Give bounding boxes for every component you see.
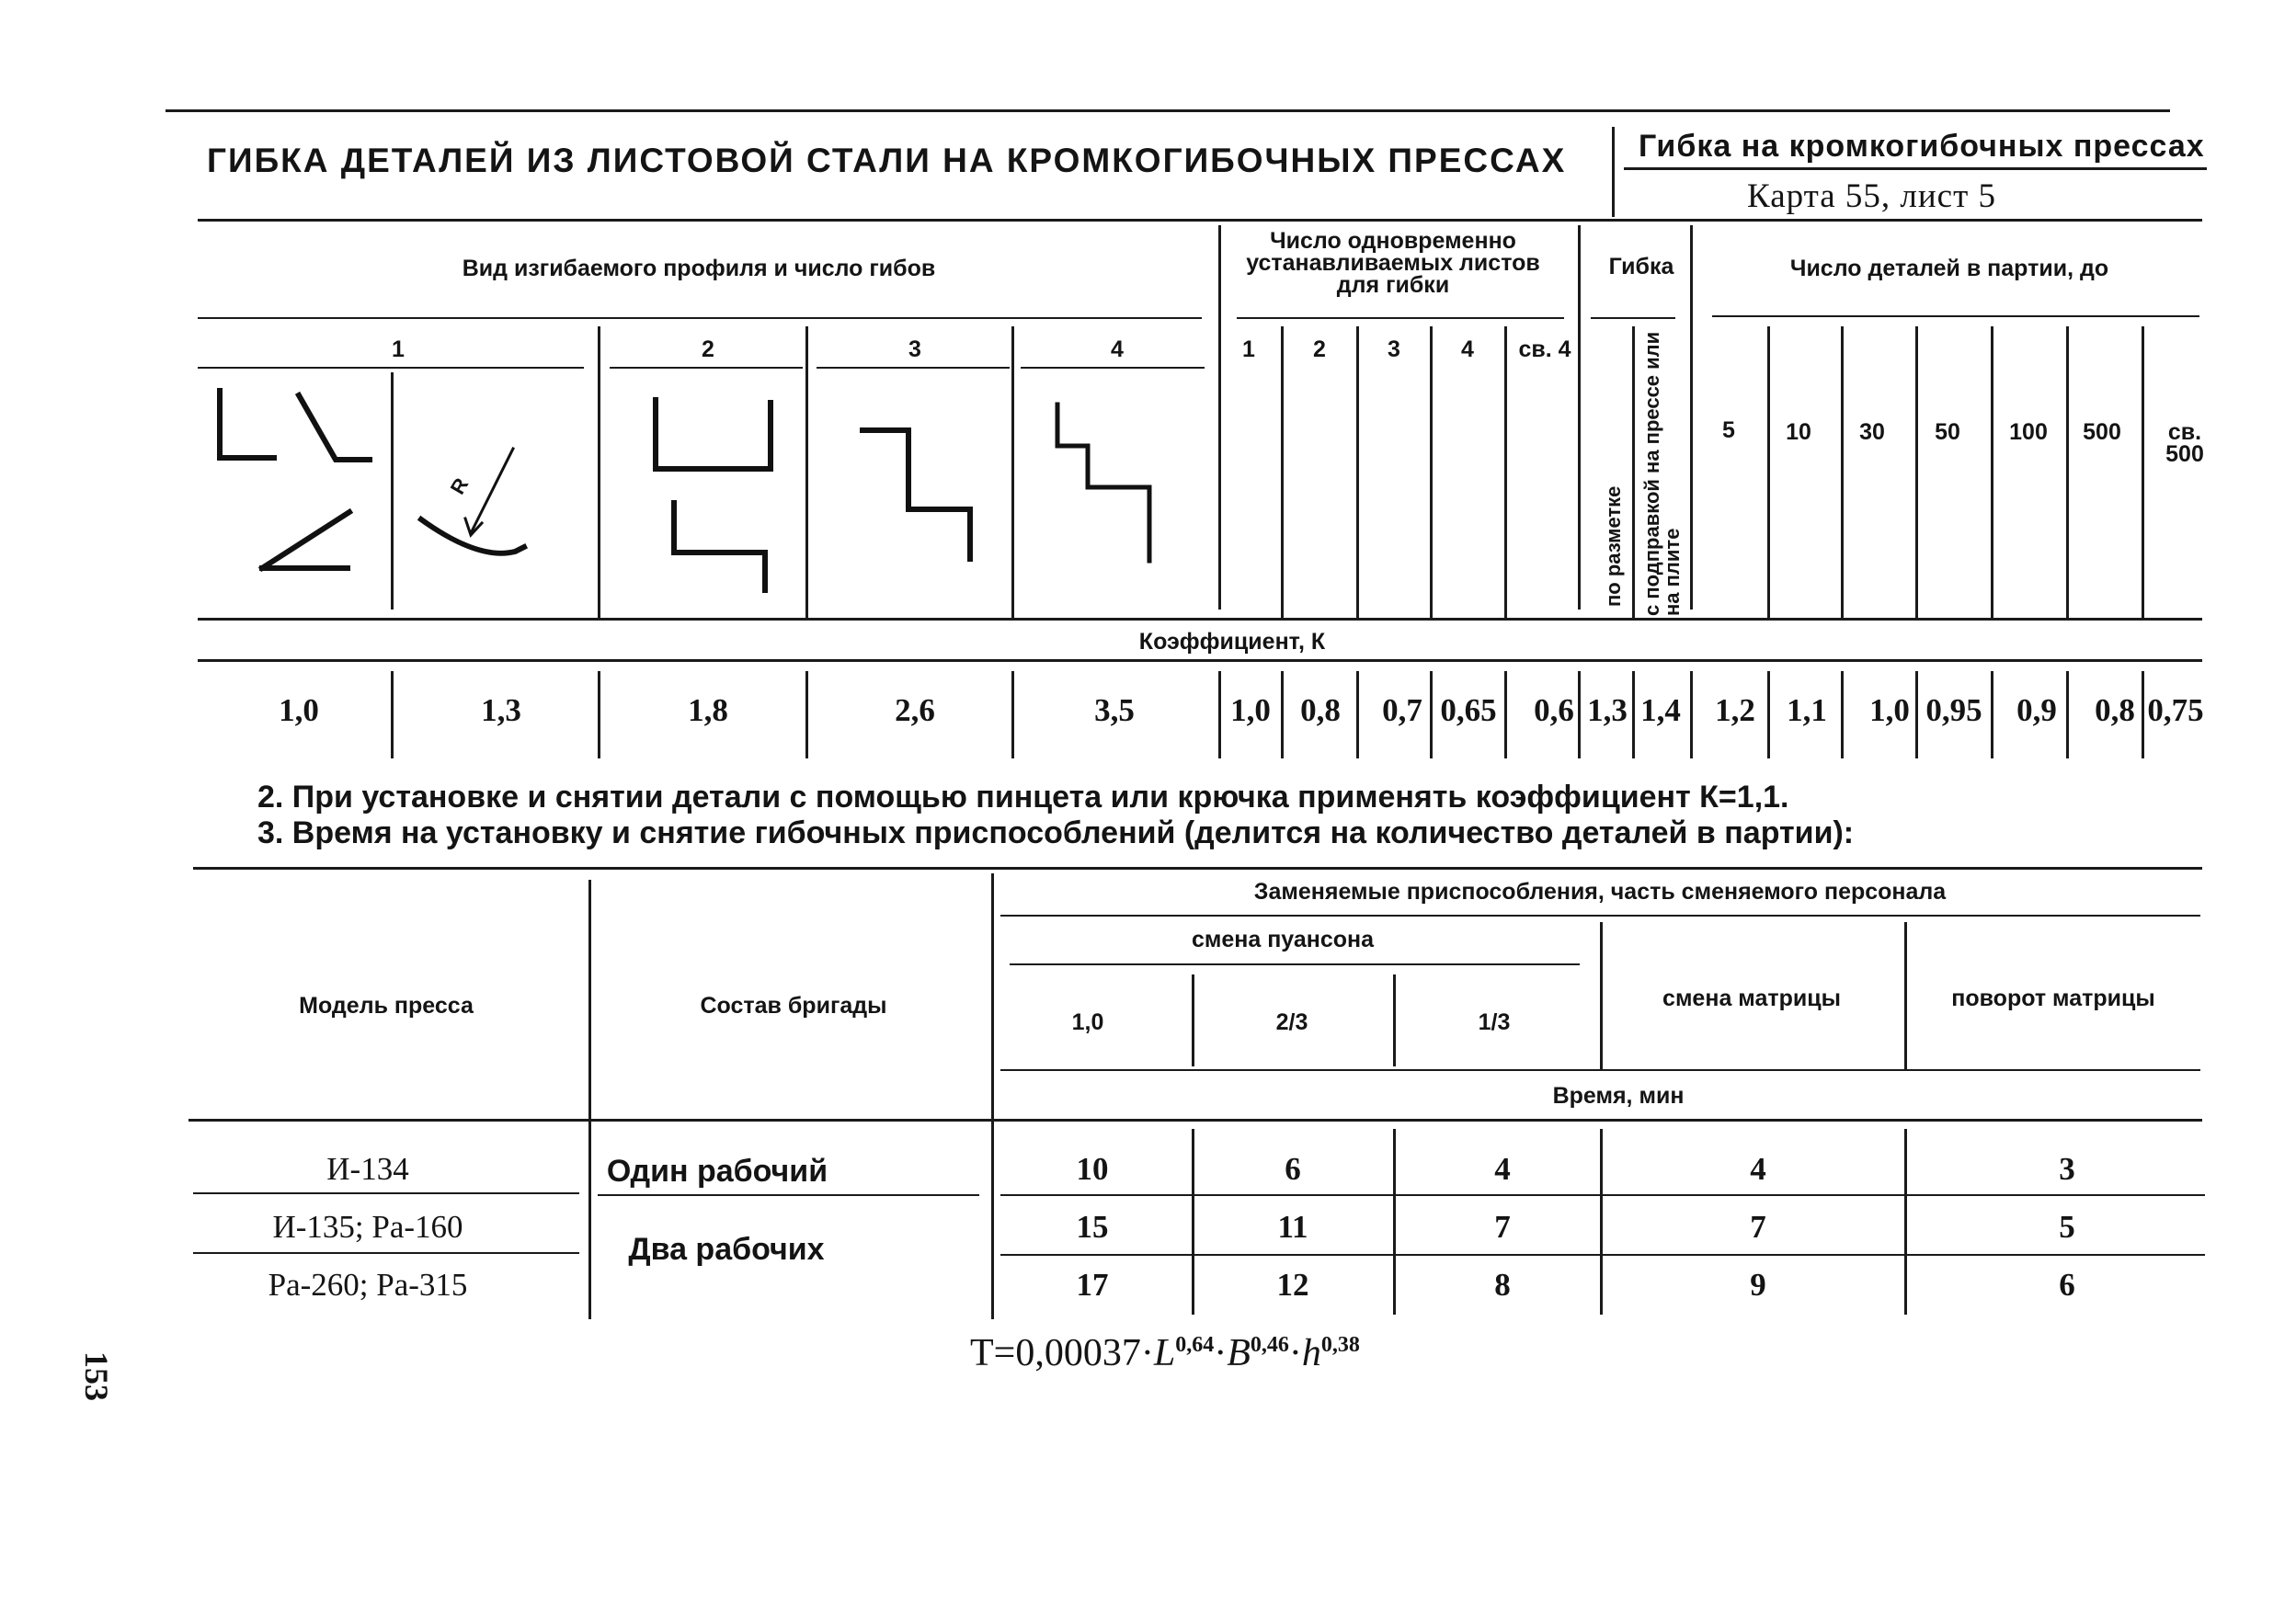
sheet-k-3: 0,7	[1382, 692, 1422, 728]
t2-v-frac-b	[1393, 974, 1396, 1066]
formula-B-exp: 0,46	[1250, 1333, 1289, 1357]
sheets-number-over4: св. 4	[1518, 336, 1571, 362]
t1-v-bend-mid	[1632, 326, 1635, 619]
sheets-number-1: 1	[1242, 336, 1255, 362]
bending-type-marking: по разметке	[1602, 485, 1625, 607]
t1-v-batch-a	[1767, 326, 1770, 619]
kv-12	[1690, 671, 1693, 758]
row1-punch-1: 10	[1076, 1151, 1109, 1187]
t1-subrule-sheets	[1237, 317, 1564, 319]
header-divider	[1612, 127, 1615, 217]
col-model-header: Модель пресса	[299, 993, 474, 1019]
row1-die: 4	[1750, 1151, 1766, 1187]
col-profile-header: Вид изгибаемого профиля и число гибов	[462, 256, 936, 281]
batch-k-30: 1,0	[1869, 692, 1910, 728]
batch-k-over500: 0,75	[2147, 692, 2204, 728]
row3-punch-1: 17	[1076, 1267, 1109, 1303]
kv-1	[391, 671, 394, 758]
bending-k-marking: 1,3	[1587, 692, 1628, 728]
table1-top-rule	[198, 219, 2202, 222]
row1-punch-3: 4	[1494, 1151, 1511, 1187]
t2-rule-punch	[1010, 963, 1580, 965]
t1-subrule-batch	[1712, 315, 2199, 317]
profile-4-step-shape	[1048, 395, 1177, 570]
t1-v-batch-f	[2142, 326, 2144, 619]
table-row: И-134	[326, 1151, 409, 1187]
batch-k-10: 1,1	[1787, 692, 1827, 728]
col-die-header: смена матрицы	[1662, 986, 1841, 1011]
col-punch-header: смена пуансона	[1191, 927, 1375, 952]
batch-number-50: 50	[1935, 419, 1960, 445]
t2-header-bottom-rule	[188, 1119, 2202, 1122]
t2-row1-rule-crew	[598, 1194, 979, 1196]
t2-rule-time	[1000, 1069, 2200, 1071]
profile-k-4: 3,5	[1094, 692, 1135, 728]
profile-number-3: 3	[908, 336, 921, 362]
t1-v-prof-1a	[391, 372, 394, 610]
batch-number-10: 10	[1786, 419, 1811, 445]
table-row: И-135; Ра-160	[272, 1209, 463, 1245]
crew-two-workers: Два рабочих	[628, 1232, 825, 1267]
t2-v-val-b	[1393, 1129, 1396, 1315]
t1-v-prof-2-3	[805, 326, 808, 619]
page-title: ГИБКА ДЕТАЛЕЙ ИЗ ЛИСТОВОЙ СТАЛИ НА КРОМКОГИБОЧНЫХ ПРЕССАХ	[207, 142, 1567, 179]
batch-number-100: 100	[2009, 419, 2048, 445]
t1-v-batch-e	[2066, 326, 2069, 619]
kv-11	[1632, 671, 1635, 758]
t1-v-sheet-a	[1281, 326, 1284, 619]
formula-dot-2: ·	[1288, 1332, 1302, 1374]
row3-punch-3: 8	[1494, 1267, 1511, 1303]
punch-frac-2: 2/3	[1275, 1009, 1308, 1035]
t2-row1-rule-model	[193, 1192, 579, 1194]
t2-v-punch-die	[1600, 922, 1603, 1069]
row1-punch-2: 6	[1285, 1151, 1301, 1187]
kv-15	[1915, 671, 1918, 758]
t1-v-sheets-bending	[1578, 225, 1581, 610]
table-row: Ра-260; Ра-315	[268, 1267, 468, 1303]
t1-subrule-profile	[198, 317, 1202, 319]
profile-number-1: 1	[392, 336, 405, 362]
kv-10	[1578, 671, 1581, 758]
header-mid-rule	[1624, 167, 2207, 170]
col-batch-header: Число деталей в партии, до	[1789, 256, 2109, 281]
row2-punch-3: 7	[1494, 1209, 1511, 1245]
kv-5	[1218, 671, 1221, 758]
row2-punch-2: 11	[1277, 1209, 1308, 1245]
t2-v-die-rotate	[1904, 922, 1907, 1069]
t1-coef-bottom-rule	[198, 659, 2202, 662]
batch-number-5: 5	[1722, 417, 1735, 443]
profile-3-z-shape	[855, 423, 984, 570]
t1-v-profile-sheets	[1218, 225, 1221, 610]
col-bending-header: Гибка	[1608, 254, 1674, 279]
kv-18	[2142, 671, 2144, 758]
t1-numrule-3	[817, 367, 1010, 369]
t2-v-frac-a	[1192, 974, 1194, 1066]
punch-frac-3: 1/3	[1478, 1009, 1511, 1035]
kv-16	[1991, 671, 1993, 758]
bending-type-adjust: с подправкой на прессе или на плите	[1640, 331, 1684, 616]
sheets-number-2: 2	[1313, 336, 1326, 362]
row3-die: 9	[1750, 1267, 1766, 1303]
row2-die: 7	[1750, 1209, 1766, 1245]
t1-v-prof-3-4	[1011, 326, 1014, 619]
batch-number-over500: св. 500	[2165, 419, 2204, 467]
batch-k-5: 1,2	[1715, 692, 1755, 728]
formula-h: h	[1301, 1332, 1321, 1374]
card-label: Карта 55, лист 5	[1747, 177, 1997, 215]
t2-row2-rule-model	[193, 1252, 579, 1254]
t1-v-batch-b	[1841, 326, 1844, 619]
row1-rotate: 3	[2059, 1151, 2075, 1187]
sheet-k-2: 0,8	[1300, 692, 1341, 728]
row3-rotate: 6	[2059, 1267, 2075, 1303]
formula-lhs: Т=0,00037·	[970, 1332, 1154, 1374]
formula-L: L	[1153, 1332, 1176, 1374]
kv-3	[805, 671, 808, 758]
t1-numrule-2	[610, 367, 803, 369]
col-time-header: Время, мин	[1552, 1083, 1685, 1109]
t1-v-prof-1-2	[598, 326, 600, 619]
t1-subrule-bending	[1591, 317, 1675, 319]
batch-number-500: 500	[2083, 419, 2121, 445]
radius-label: R	[445, 473, 474, 498]
batch-k-500: 0,8	[2095, 692, 2135, 728]
kv-8	[1430, 671, 1433, 758]
t1-v-sheet-c	[1430, 326, 1433, 619]
profile-1-radius-shape	[414, 432, 588, 570]
page-number: 153	[78, 1351, 115, 1401]
sheet-k-4: 0,65	[1440, 692, 1497, 728]
table2-top-rule	[193, 867, 2202, 870]
profile-k-1b: 1,3	[481, 692, 521, 728]
kv-17	[2066, 671, 2069, 758]
sheet-k-over4: 0,6	[1534, 692, 1574, 728]
t2-rule-replace	[1000, 915, 2200, 917]
row2-punch-1: 15	[1076, 1209, 1109, 1245]
t1-coef-top-rule	[198, 618, 2202, 621]
note-2: 2. При установке и снятии детали с помощью пинцета или крючка применять коэффициент К=1,1.	[257, 780, 1789, 815]
profile-2-channel-shapes	[644, 395, 791, 598]
sheets-number-3: 3	[1388, 336, 1400, 362]
t2-v-val-c	[1600, 1129, 1603, 1315]
t1-v-sheet-b	[1356, 326, 1359, 619]
t2-v-val-d	[1904, 1129, 1907, 1315]
formula-dot-1: ·	[1214, 1332, 1228, 1374]
batch-k-50: 0,95	[1925, 692, 1982, 728]
punch-frac-1: 1,0	[1071, 1009, 1104, 1035]
formula-B: B	[1227, 1332, 1251, 1374]
crew-one-worker: Один рабочий	[606, 1154, 828, 1189]
t2-v-val-a	[1192, 1129, 1194, 1315]
profile-number-4: 4	[1111, 336, 1124, 362]
col-replace-header: Заменяемые приспособления, часть сменяемого персонала	[1253, 879, 1947, 905]
profile-k-3: 2,6	[895, 692, 935, 728]
col-rotate-header: поворот матрицы	[1951, 986, 2155, 1011]
t2-v-crew-values	[991, 873, 994, 1319]
t2-row2-rule-values	[1000, 1254, 2205, 1256]
t2-row1-rule-values	[1000, 1194, 2205, 1196]
profile-k-2: 1,8	[688, 692, 728, 728]
sheets-number-4: 4	[1461, 336, 1474, 362]
section-title: Гибка на кромкогибочных прессах	[1639, 129, 2205, 164]
t1-v-bending-batch	[1690, 225, 1693, 610]
kv-6	[1281, 671, 1284, 758]
t1-v-batch-d	[1991, 326, 1993, 619]
col-crew-header: Состав бригады	[700, 993, 887, 1019]
row3-punch-2: 12	[1276, 1267, 1309, 1303]
bending-k-adjust: 1,4	[1640, 692, 1681, 728]
t1-numrule-4	[1021, 367, 1205, 369]
batch-k-100: 0,9	[2016, 692, 2057, 728]
profile-number-2: 2	[702, 336, 714, 362]
t1-numrule-1	[198, 367, 584, 369]
kv-13	[1767, 671, 1770, 758]
profile-k-1a: 1,0	[279, 692, 319, 728]
kv-4	[1011, 671, 1014, 758]
t1-v-batch-c	[1915, 326, 1918, 619]
batch-number-30: 30	[1859, 419, 1885, 445]
header-top-rule	[166, 109, 2170, 112]
note-3: 3. Время на установку и снятие гибочных приспособлений (делится на количество деталей в партии):	[257, 815, 1855, 850]
row2-rotate: 5	[2059, 1209, 2075, 1245]
profile-1-angle-shapes	[211, 386, 386, 579]
formula	[970, 1331, 1360, 1375]
t1-v-sheet-d	[1504, 326, 1507, 619]
kv-14	[1841, 671, 1844, 758]
kv-7	[1356, 671, 1359, 758]
kv-9	[1504, 671, 1507, 758]
formula-L-exp: 0,64	[1175, 1333, 1215, 1357]
kv-2	[598, 671, 600, 758]
formula-h-exp: 0,38	[1320, 1333, 1360, 1357]
sheet-k-1: 1,0	[1230, 692, 1271, 728]
t2-v-model-crew	[588, 880, 591, 1319]
col-sheets-header: Число одновременно устанавливаемых листов для гибки	[1246, 228, 1540, 298]
coef-label: Коэффициент, К	[1138, 629, 1326, 655]
